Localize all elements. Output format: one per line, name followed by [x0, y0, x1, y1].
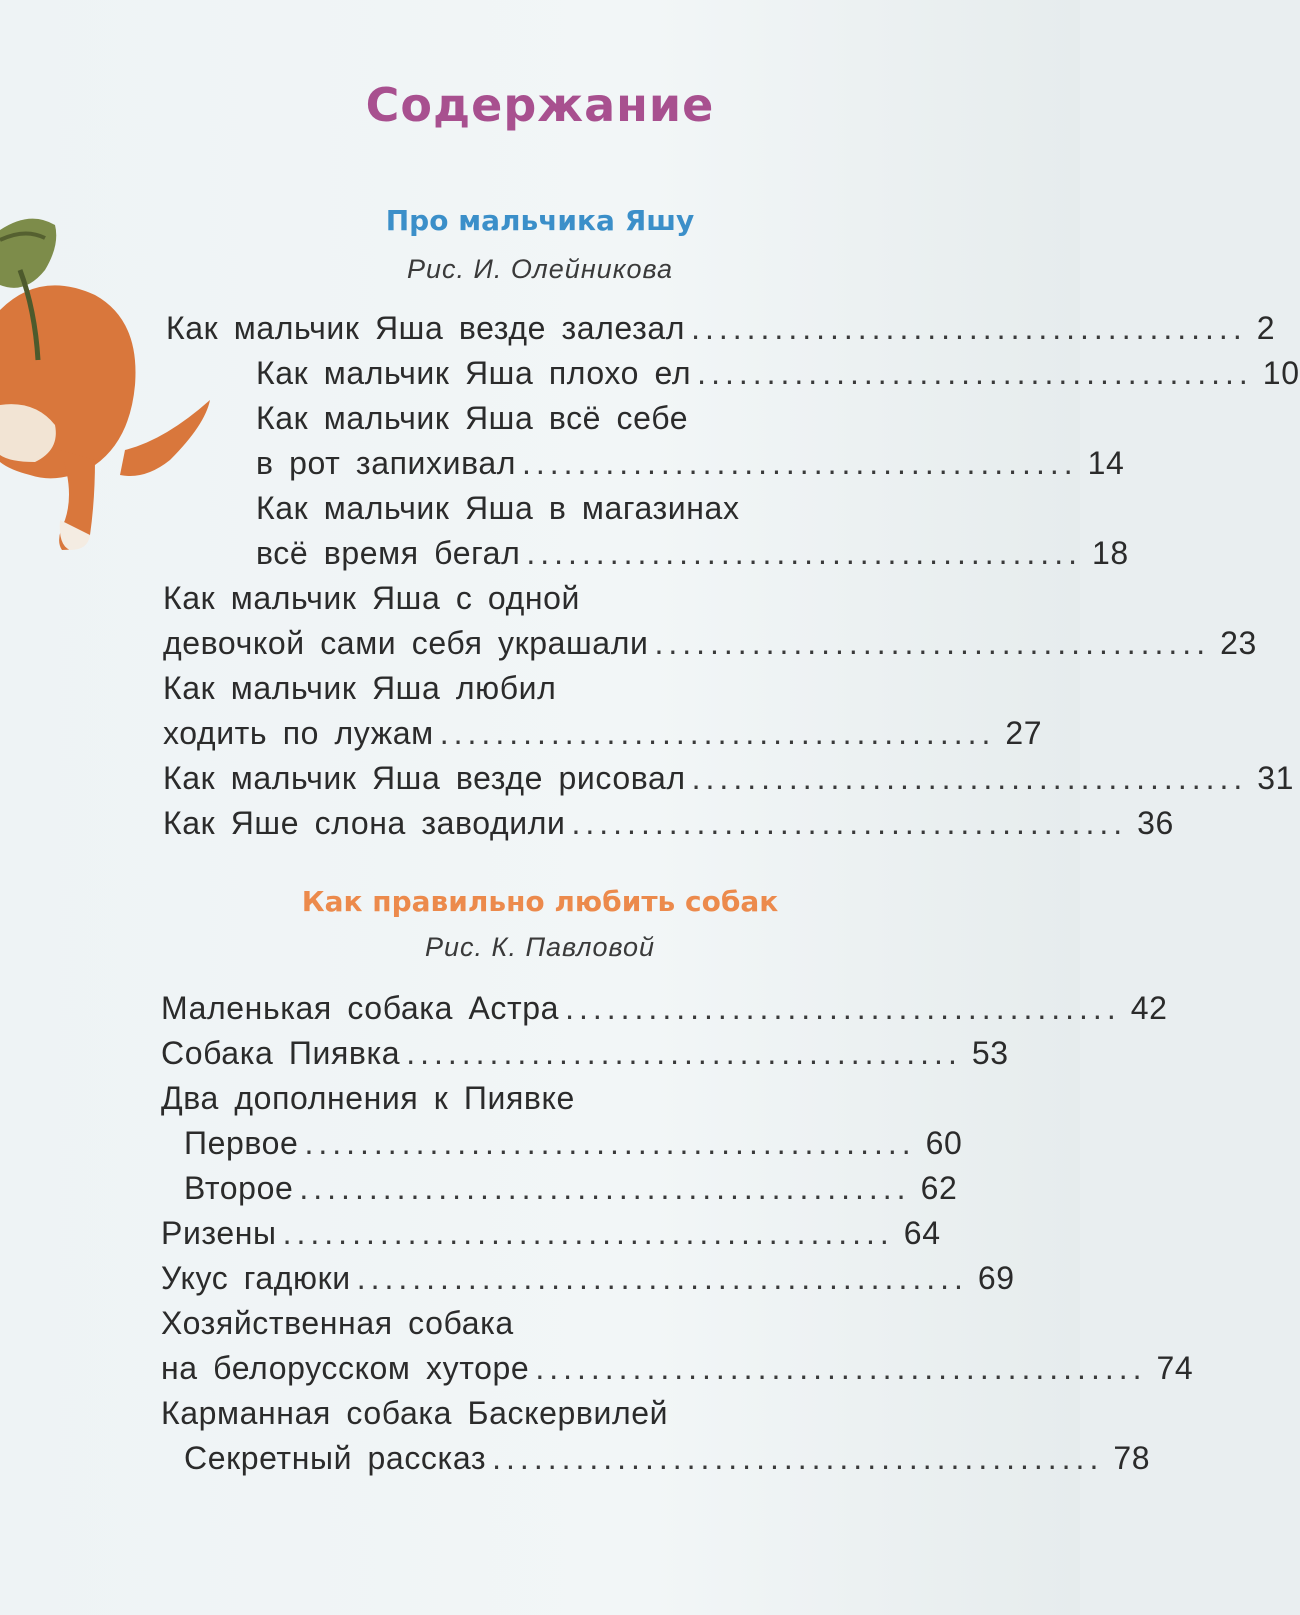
toc-page-number: 14 [1087, 445, 1125, 481]
toc-page-number: 69 [977, 1260, 1015, 1296]
toc-entry-title: Как мальчик Яша любил [163, 670, 557, 706]
toc-dot-leader: ........................................ [521, 445, 1078, 481]
toc-entry[interactable] [256, 441, 1125, 486]
toc-entry[interactable] [166, 306, 1276, 351]
toc-page-number: 31 [1257, 760, 1295, 796]
toc-entry-title-continued: в рот запихивал [256, 445, 516, 481]
toc-entry[interactable] [161, 1256, 1015, 1301]
toc-entry-line [256, 396, 916, 441]
toc-entry-title: Два дополнения к Пиявке [161, 1080, 575, 1116]
toc-dot-leader: ........................................ [526, 535, 1082, 571]
toc-entry-title: Маленькая собака Астра [161, 990, 560, 1026]
toc-entry-line [256, 486, 916, 531]
toc-entry-title: Как мальчик Яша с одной [163, 580, 581, 616]
toc-entry[interactable] [184, 1436, 1151, 1481]
toc-page-number: 60 [925, 1125, 963, 1161]
toc-entry[interactable] [184, 1121, 963, 1166]
toc-entry-title-continued: всё время бегал [256, 535, 521, 571]
toc-entry-title: Укус гадюки [161, 1260, 351, 1296]
toc-entry-title: Как мальчик Яша всё себе [256, 400, 689, 436]
toc-entry[interactable] [163, 801, 1174, 846]
toc-entry-title: Ризены [161, 1215, 277, 1251]
toc-entry-title-continued: ходить по лужам [163, 715, 434, 751]
toc-entry-line [161, 1301, 914, 1346]
toc-dot-leader: ............................................ [299, 1170, 911, 1206]
toc-page-number: 74 [1156, 1350, 1194, 1386]
toc-dot-leader: ........................................ [571, 805, 1128, 841]
toc-entry-title: Собака Пиявка [161, 1035, 401, 1071]
toc-dot-leader: ............................................ [356, 1260, 968, 1296]
section-illustrator-dogs: Рис. К. Павловой [425, 932, 655, 962]
toc-entry-title: Второе [184, 1170, 294, 1206]
toc-entry-title: Первое [184, 1125, 299, 1161]
toc-dot-leader: ............................................ [492, 1440, 1104, 1476]
toc-entry[interactable] [163, 756, 1295, 801]
toc-page-number: 23 [1220, 625, 1257, 661]
toc-page-number: 36 [1137, 805, 1174, 841]
toc-dot-leader: ........................................ [654, 625, 1211, 661]
toc-entry-title: Хозяйственная собака [161, 1305, 514, 1341]
toc-dot-leader: ........................................ [406, 1035, 962, 1071]
toc-page-number: 64 [903, 1215, 941, 1251]
toc-page-number: 42 [1130, 990, 1168, 1026]
toc-dot-leader: ........................................ [691, 310, 1247, 346]
toc-entry-title: Секретный рассказ [184, 1440, 487, 1476]
toc-entry-line [163, 576, 916, 621]
toc-entry[interactable] [163, 711, 1043, 756]
toc-entry-line [161, 1076, 914, 1121]
toc-entry-title: Как Яше слона заводили [163, 805, 566, 841]
toc-entry-title: Как мальчик Яша везде рисовал [163, 760, 686, 796]
toc-entry[interactable] [184, 1166, 958, 1211]
toc-entry[interactable] [161, 986, 1168, 1031]
toc-entry[interactable] [256, 531, 1129, 576]
section-illustrator-yasha: Рис. И. Олейникова [407, 254, 673, 284]
toc-page-number: 62 [920, 1170, 958, 1206]
toc-entry-line [161, 1391, 914, 1436]
toc-entry-line [163, 666, 916, 711]
toc-entry[interactable] [163, 621, 1257, 666]
toc-page-number: 10 [1262, 355, 1300, 391]
toc-entry[interactable] [161, 1031, 1009, 1076]
toc-entry-title: Как мальчик Яша плохо ел [256, 355, 692, 391]
toc-dot-leader: ............................................ [282, 1215, 894, 1251]
toc-entry-title: Как мальчик Яша в магазинах [256, 490, 740, 526]
toc-entry[interactable] [256, 351, 1300, 396]
toc-dot-leader: ............................................ [304, 1125, 916, 1161]
toc-page-number: 53 [971, 1035, 1009, 1071]
toc-dot-leader: ........................................ [565, 990, 1121, 1026]
toc-dot-leader: ........................................ [439, 715, 996, 751]
toc-entry-title: Карманная собака Баскервилей [161, 1395, 669, 1431]
page-title: Содержание [365, 78, 715, 132]
section-heading-dogs: Как правильно любить собак [301, 885, 779, 918]
toc-page-number: 27 [1005, 715, 1043, 751]
toc-entry-title-continued: на белорусском хуторе [161, 1350, 530, 1386]
toc-page-number: 78 [1113, 1440, 1151, 1476]
toc-page-number: 2 [1256, 310, 1276, 346]
section-heading-yasha: Про мальчика Яшу [385, 204, 695, 237]
toc-entry[interactable] [161, 1346, 1194, 1391]
toc-entry-title-continued: девочкой сами себя украшали [163, 625, 649, 661]
toc-dot-leader: ............................................ [535, 1350, 1147, 1386]
toc-page-number: 18 [1091, 535, 1129, 571]
toc-entry[interactable] [161, 1211, 941, 1256]
toc-dot-leader: ........................................ [691, 760, 1248, 796]
toc-entry-title: Как мальчик Яша везде залезал [166, 310, 686, 346]
toc-dot-leader: ........................................ [697, 355, 1253, 391]
